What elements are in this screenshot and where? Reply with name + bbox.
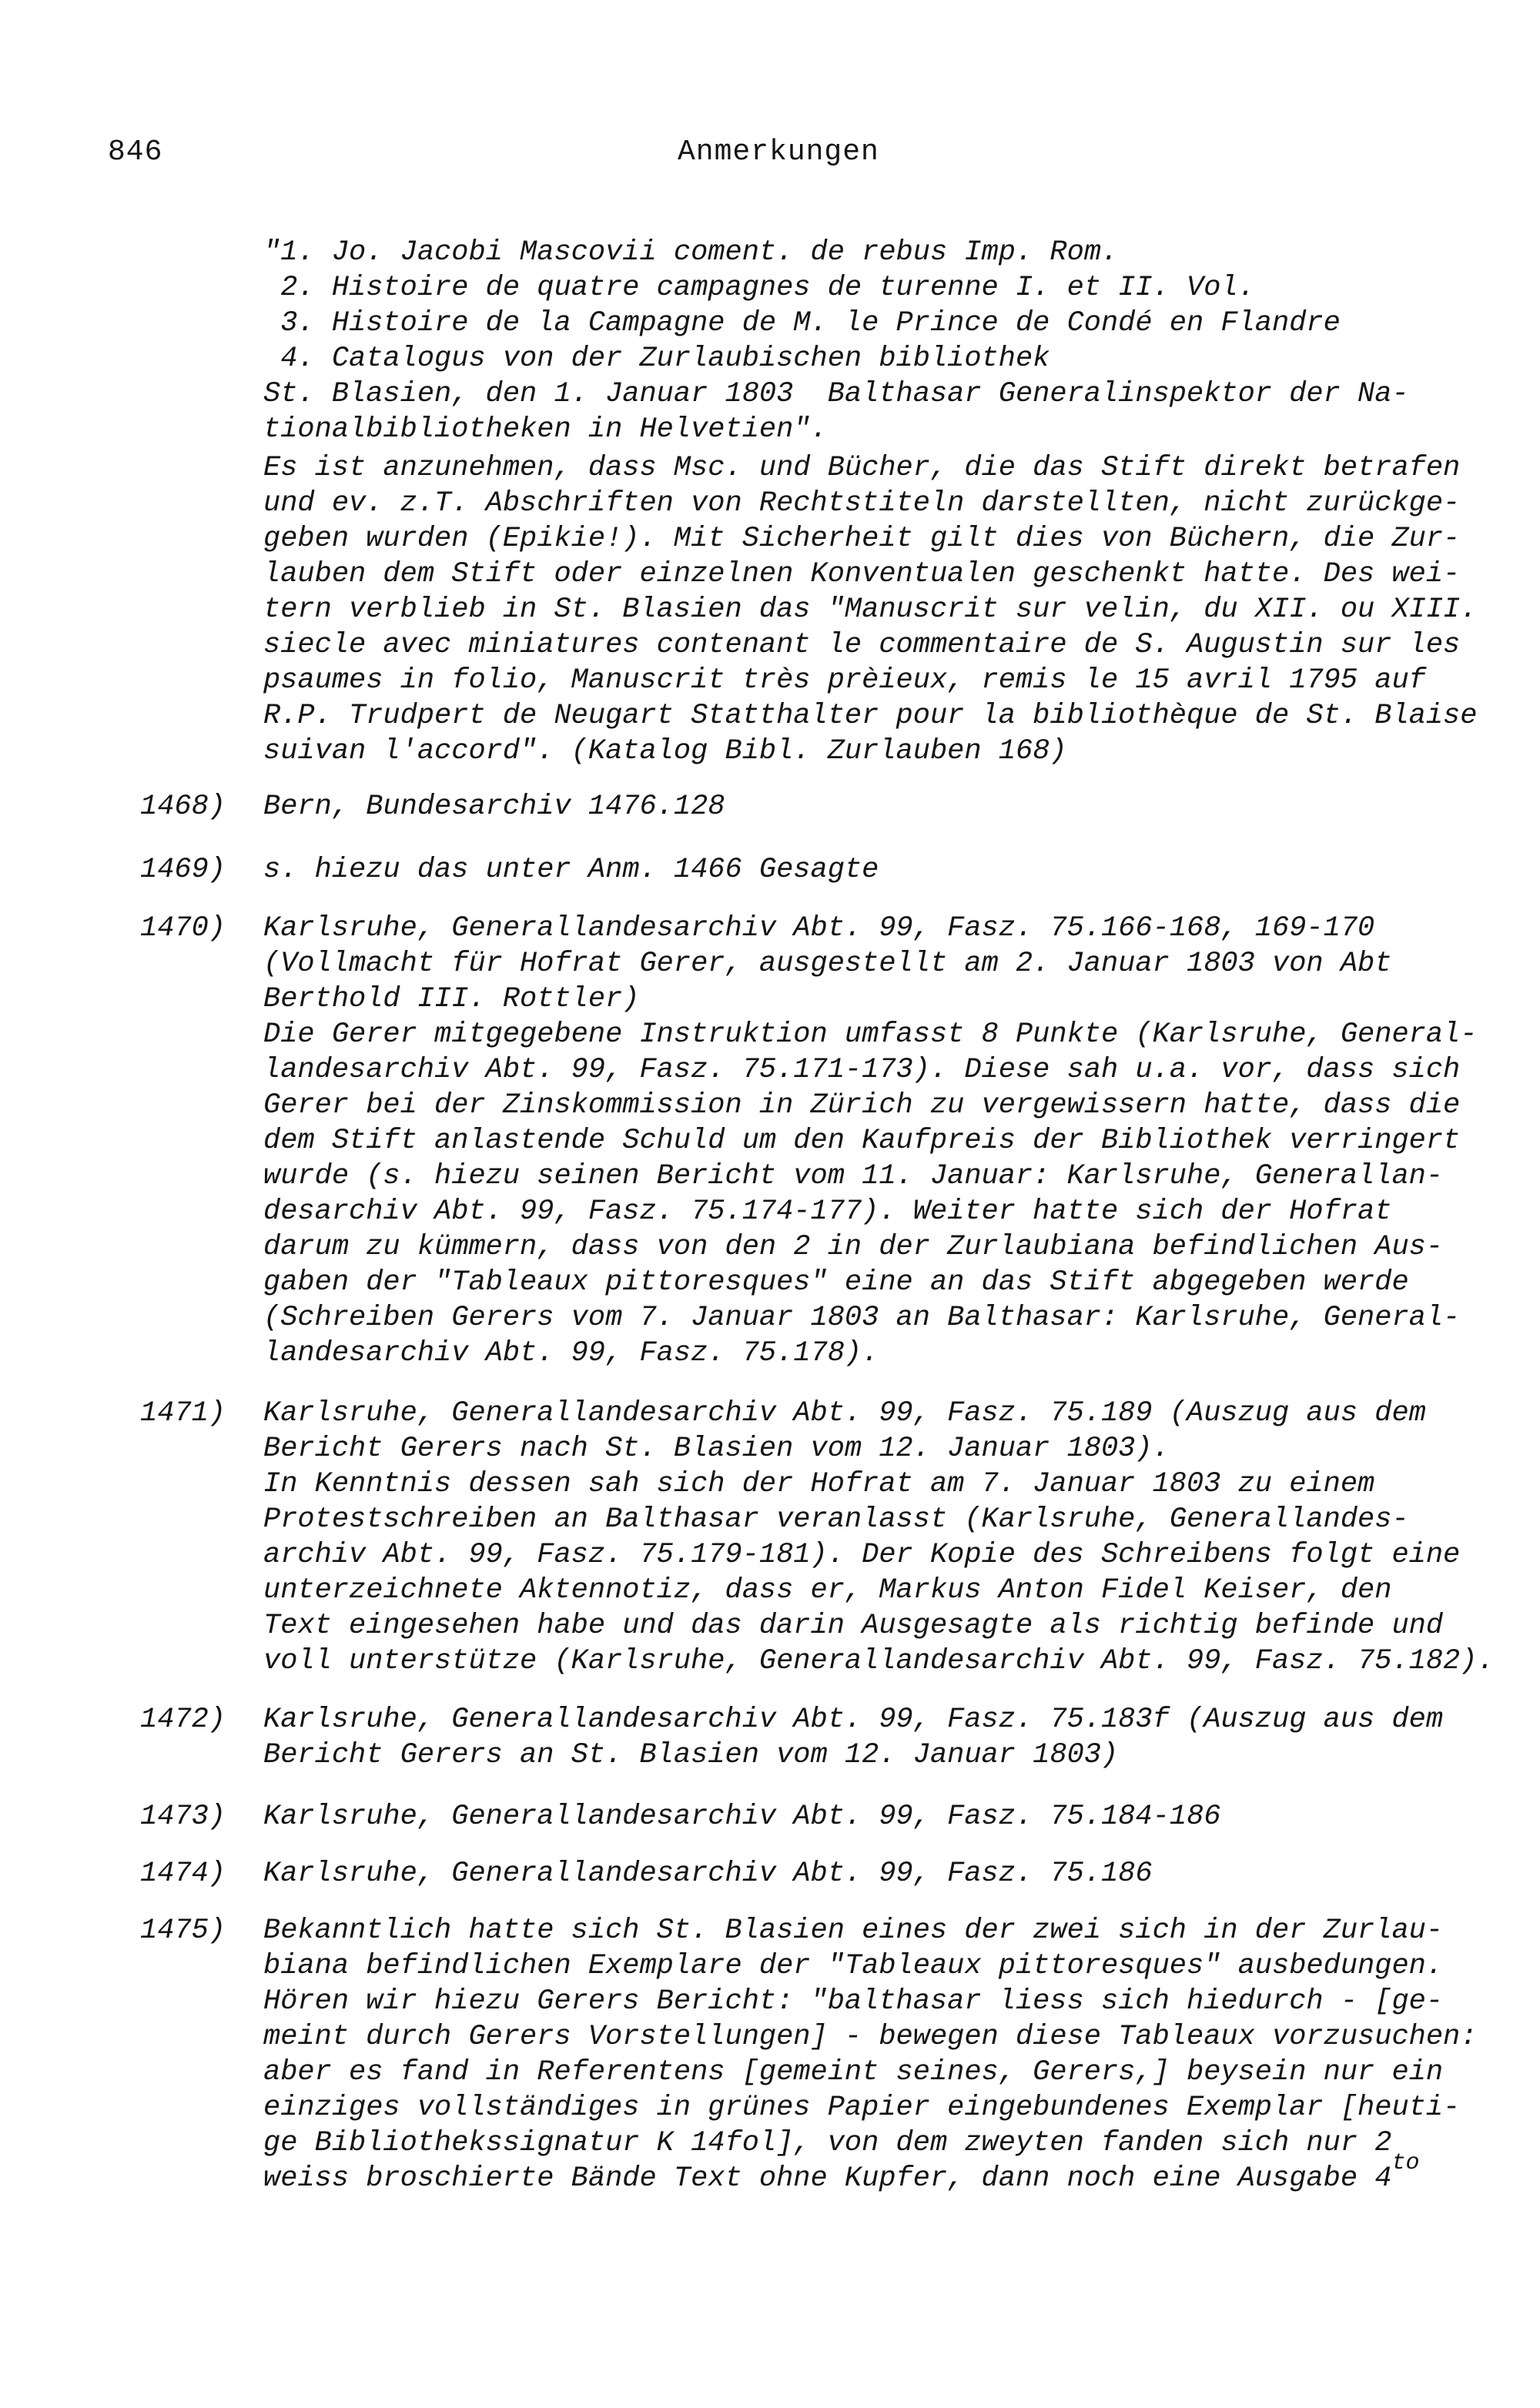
text-line: siecle avec miniatures contenant le commentaire de S. Augustin sur les: [263, 629, 1461, 661]
note-number: 1471): [140, 1397, 226, 1430]
text-line: "1. Jo. Jacobi Mascovii coment. de rebus Imp. Rom.: [263, 236, 1119, 269]
running-head: Anmerkungen: [678, 135, 879, 169]
text-line: archiv Abt. 99, Fasz. 75.179-181). Der Kopie des Schreibens folgt eine: [263, 1539, 1461, 1571]
text-line: R.P. Trudpert de Neugart Statthalter pour la bibliothèque de St. Blaise: [263, 700, 1478, 732]
text-line: desarchiv Abt. 99, Fasz. 75.174-177). Weiter hatte sich der Hofrat: [263, 1196, 1392, 1228]
text-line: Bericht Gerers an St. Blasien vom 12. Januar 1803): [263, 1739, 1119, 1771]
text-line: 4. Catalogus von der Zurlaubischen bibliothek: [263, 343, 1050, 375]
text-line: Bekanntlich hatte sich St. Blasien eines der zwei sich in der Zurlau-: [263, 1915, 1444, 1947]
text-line: ge Bibliothekssignatur K 14fol], von dem zweyten fanden sich nur 2: [263, 2127, 1392, 2159]
text-line: Protestschreiben an Balthasar veranlasst (Karlsruhe, Generallandes-: [263, 1503, 1409, 1536]
text-line: 2. Histoire de quatre campagnes de turenne I. et II. Vol.: [263, 272, 1255, 304]
text-line: und ev. z.T. Abschriften von Rechtstiteln darstellten, nicht zurückge-: [263, 487, 1461, 520]
note-number: 1475): [140, 1915, 226, 1947]
text-line: (Vollmacht für Hofrat Gerer, ausgestellt am 2. Januar 1803 von Abt: [263, 948, 1392, 980]
text-line: 3. Histoire de la Campagne de M. le Prince de Condé en Flandre: [263, 307, 1341, 339]
text-line: Gerer bei der Zinskommission in Zürich zu vergewissern hatte, dass die: [263, 1089, 1461, 1122]
text-line: Karlsruhe, Generallandesarchiv Abt. 99, Fasz. 75.183f (Auszug aus dem: [263, 1704, 1444, 1736]
text-line: unterzeichnete Aktennotiz, dass er, Markus Anton Fidel Keiser, den: [263, 1574, 1392, 1607]
text-line: landesarchiv Abt. 99, Fasz. 75.178).: [263, 1337, 879, 1370]
text-line: Die Gerer mitgegebene Instruktion umfasst 8 Punkte (Karlsruhe, General-: [263, 1018, 1478, 1051]
text-line: St. Blasien, den 1. Januar 1803 Balthasar Generalinspektor der Na-: [263, 378, 1409, 410]
text-line: (Schreiben Gerers vom 7. Januar 1803 an Balthasar: Karlsruhe, General-: [263, 1302, 1461, 1334]
note-number: 1472): [140, 1704, 226, 1736]
text-line: Berthold III. Rottler): [263, 983, 640, 1015]
text-line: biana befindlichen Exemplare der "Tableaux pittoresques" ausbedungen.: [263, 1950, 1444, 1982]
note-number: 1469): [140, 854, 226, 886]
text-line: weiss broschierte Bände Text ohne Kupfer, dann noch eine Ausgabe 4: [263, 2162, 1392, 2195]
text-line: Karlsruhe, Generallandesarchiv Abt. 99, Fasz. 75.166-168, 169-170: [263, 912, 1375, 945]
text-line: lauben dem Stift oder einzelnen Konventualen geschenkt hatte. Des wei-: [263, 558, 1461, 590]
text-line: Text eingesehen habe und das darin Ausgesagte als richtig befinde und: [263, 1610, 1444, 1642]
text-line: Karlsruhe, Generallandesarchiv Abt. 99, Fasz. 75.184-186: [263, 1801, 1221, 1833]
text-line: geben wurden (Epikie!). Mit Sicherheit gilt dies von Büchern, die Zur-: [263, 523, 1461, 555]
text-line: wurde (s. hiezu seinen Bericht vom 11. Januar: Karlsruhe, Generallan-: [263, 1160, 1444, 1192]
text-line: voll unterstütze (Karlsruhe, Generallandesarchiv Abt. 99, Fasz. 75.182).: [263, 1645, 1495, 1677]
page-number: 846: [108, 135, 163, 169]
text-line: gaben der "Tableaux pittoresques" eine an das Stift abgegeben werde: [263, 1266, 1409, 1299]
text-line: tern verblieb in St. Blasien das "Manuscrit sur velin, du XII. ou XIII.: [263, 594, 1478, 626]
text-line: s. hiezu das unter Anm. 1466 Gesagte: [263, 854, 879, 886]
text-line: aber es fand in Referentens [gemeint seines, Gerers,] beysein nur ein: [263, 2056, 1444, 2089]
text-line: tionalbibliotheken in Helvetien".: [263, 413, 828, 446]
text-line: Hören wir hiezu Gerers Bericht: "balthasar liess sich hiedurch - [ge-: [263, 1985, 1444, 2018]
text-line: meint durch Gerers Vorstellungen] - bewegen diese Tableaux vorzusuchen:: [263, 2021, 1478, 2053]
text-line: landesarchiv Abt. 99, Fasz. 75.171-173). Diese sah u.a. vor, dass sich: [263, 1054, 1461, 1086]
text-line: Bern, Bundesarchiv 1476.128: [263, 791, 725, 823]
text-line: Karlsruhe, Generallandesarchiv Abt. 99, Fasz. 75.189 (Auszug aus dem: [263, 1397, 1426, 1430]
text-line: suivan l'accord". (Katalog Bibl. Zurlauben 168): [263, 735, 1067, 768]
text-line: In Kenntnis dessen sah sich der Hofrat am 7. Januar 1803 zu einem: [263, 1468, 1375, 1500]
text-line: Bericht Gerers nach St. Blasien vom 12. Januar 1803).: [263, 1433, 1170, 1465]
note-number: 1470): [140, 912, 226, 945]
text-line: darum zu kümmern, dass von den 2 in der Zurlaubiana befindlichen Aus-: [263, 1231, 1444, 1263]
text-line-with-superscript: [263, 2150, 1420, 2197]
text-line: dem Stift anlastende Schuld um den Kaufpreis der Bibliothek verringert: [263, 1125, 1461, 1157]
note-number: 1468): [140, 791, 226, 823]
text-line: Es ist anzunehmen, dass Msc. und Bücher, die das Stift direkt betrafen: [263, 452, 1461, 484]
note-number: 1474): [140, 1858, 226, 1890]
text-line: einziges vollständiges in grünes Papier eingebundenes Exemplar [heuti-: [263, 2092, 1461, 2124]
note-number: 1473): [140, 1801, 226, 1833]
text-line: psaumes in folio, Manuscrit très prèieux, remis le 15 avril 1795 auf: [263, 664, 1426, 697]
superscript: to: [1391, 2150, 1420, 2176]
text-line: Karlsruhe, Generallandesarchiv Abt. 99, Fasz. 75.186: [263, 1858, 1153, 1890]
